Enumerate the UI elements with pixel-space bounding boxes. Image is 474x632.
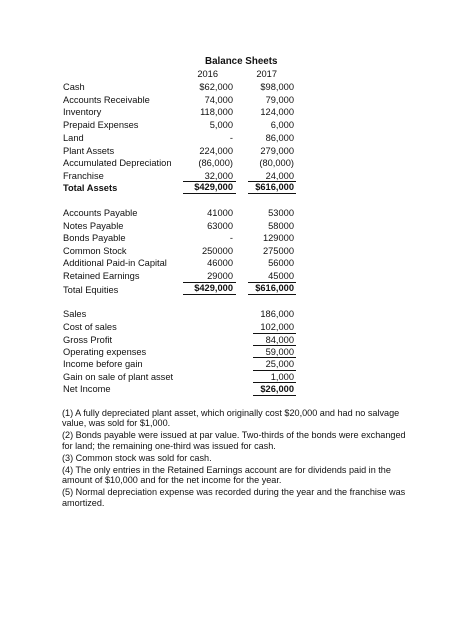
income-label: Gain on sale of plant asset — [63, 372, 174, 382]
asset-value-2017: 79,000 — [265, 95, 294, 105]
equity-value-2017: 275000 — [262, 246, 294, 256]
equity-label: Common Stock — [63, 246, 127, 256]
income-label: Sales — [63, 309, 87, 319]
income-value: 25,000 — [265, 359, 294, 369]
total-assets-2017: $616,000 — [255, 182, 294, 192]
equity-value-2017: 58000 — [268, 221, 294, 231]
asset-value-2016: 5,000 — [209, 120, 233, 130]
equity-value-2016: 29000 — [207, 271, 233, 281]
asset-value-2016: $62,000 — [199, 82, 233, 92]
income-label: Net Income — [63, 384, 111, 394]
equity-value-2016: 46000 — [207, 258, 233, 268]
asset-value-2016: 118,000 — [200, 107, 233, 117]
assets-total-line-2017 — [248, 193, 296, 194]
income-rule — [253, 370, 296, 371]
income-label: Operating expenses — [63, 347, 147, 357]
asset-value-2017: $98,000 — [260, 82, 294, 92]
total-equities-2016: $429,000 — [194, 283, 233, 293]
asset-value-2017: 6,000 — [270, 120, 294, 130]
income-value: 186,000 — [260, 309, 294, 319]
year-header-2017: 2017 — [256, 69, 277, 79]
equity-value-2016: 63000 — [207, 221, 233, 231]
asset-label: Accounts Receivable — [63, 95, 150, 105]
asset-value-2016: 74,000 — [204, 95, 233, 105]
asset-label: Prepaid Expenses — [63, 120, 139, 130]
equity-value-2017: 45000 — [268, 271, 294, 281]
income-label: Income before gain — [63, 359, 143, 369]
equities-total-line-2016 — [183, 294, 236, 295]
equity-value-2016: - — [229, 233, 233, 243]
asset-value-2017: (80,000) — [259, 158, 294, 168]
income-value: 1,000 — [270, 372, 294, 382]
note-2: (2) Bonds payable were issued at par value. Two-thirds of the bonds were exchanged for land; the remaining one-third was issued for cash. — [62, 430, 406, 451]
asset-label: Plant Assets — [63, 146, 115, 156]
balance-sheet-title: Balance Sheets — [205, 56, 278, 67]
asset-label: Land — [63, 133, 84, 143]
asset-value-2017: 279,000 — [260, 146, 294, 156]
total-equities-2017: $616,000 — [255, 283, 294, 293]
note-4: (4) The only entries in the Retained Earnings account are for dividends paid in the amount of $10,000 and for the net income for the year. — [62, 465, 391, 486]
asset-value-2017: 124,000 — [260, 107, 294, 117]
year-header-2016: 2016 — [197, 69, 218, 79]
note-1: (1) A fully depreciated plant asset, which originally cost $20,000 and had no salvage value, was sold for $1,000. — [62, 408, 400, 429]
equity-value-2017: 56000 — [268, 258, 294, 268]
assets-total-line-2016 — [183, 193, 236, 194]
total-assets-label: Total Assets — [63, 183, 118, 193]
total-equities-label: Total Equities — [63, 285, 119, 295]
income-rule — [253, 382, 296, 383]
equity-value-2016: 41000 — [207, 208, 233, 218]
income-label: Gross Profit — [63, 335, 113, 345]
equity-value-2016: 250000 — [201, 246, 233, 256]
equity-value-2017: 129000 — [262, 233, 294, 243]
income-value: 84,000 — [265, 335, 294, 345]
asset-value-2016: 32,000 — [204, 171, 233, 181]
note-3: (3) Common stock was sold for cash. — [62, 452, 212, 463]
asset-value-2016: - — [229, 133, 233, 143]
equity-value-2017: 53000 — [268, 208, 294, 218]
equity-label: Accounts Payable — [63, 208, 138, 218]
notes-section — [62, 408, 412, 510]
equity-label: Additional Paid-in Capital — [63, 258, 167, 268]
asset-label: Cash — [63, 82, 85, 92]
income-value: $26,000 — [260, 384, 294, 394]
asset-value-2016: 224,000 — [199, 146, 233, 156]
income-value: 59,000 — [265, 347, 294, 357]
income-rule — [253, 345, 296, 346]
equity-label: Notes Payable — [63, 221, 124, 231]
asset-value-2017: 24,000 — [265, 171, 294, 181]
asset-label: Inventory — [63, 107, 102, 117]
note-5: (5) Normal depreciation expense was recorded during the year and the franchise was amortized. — [62, 487, 406, 508]
income-label: Cost of sales — [63, 322, 117, 332]
asset-value-2017: 86,000 — [265, 133, 294, 143]
equity-label: Bonds Payable — [63, 233, 126, 243]
equities-total-line-2017 — [248, 294, 296, 295]
income-rule — [253, 395, 296, 396]
total-assets-2016: $429,000 — [194, 182, 233, 192]
income-rule — [253, 333, 296, 334]
asset-value-2016: (86,000) — [198, 158, 233, 168]
asset-label: Franchise — [63, 171, 104, 181]
asset-label: Accumulated Depreciation — [63, 158, 172, 168]
income-value: 102,000 — [260, 322, 294, 332]
equity-label: Retained Earnings — [63, 271, 140, 281]
income-rule — [253, 357, 296, 358]
